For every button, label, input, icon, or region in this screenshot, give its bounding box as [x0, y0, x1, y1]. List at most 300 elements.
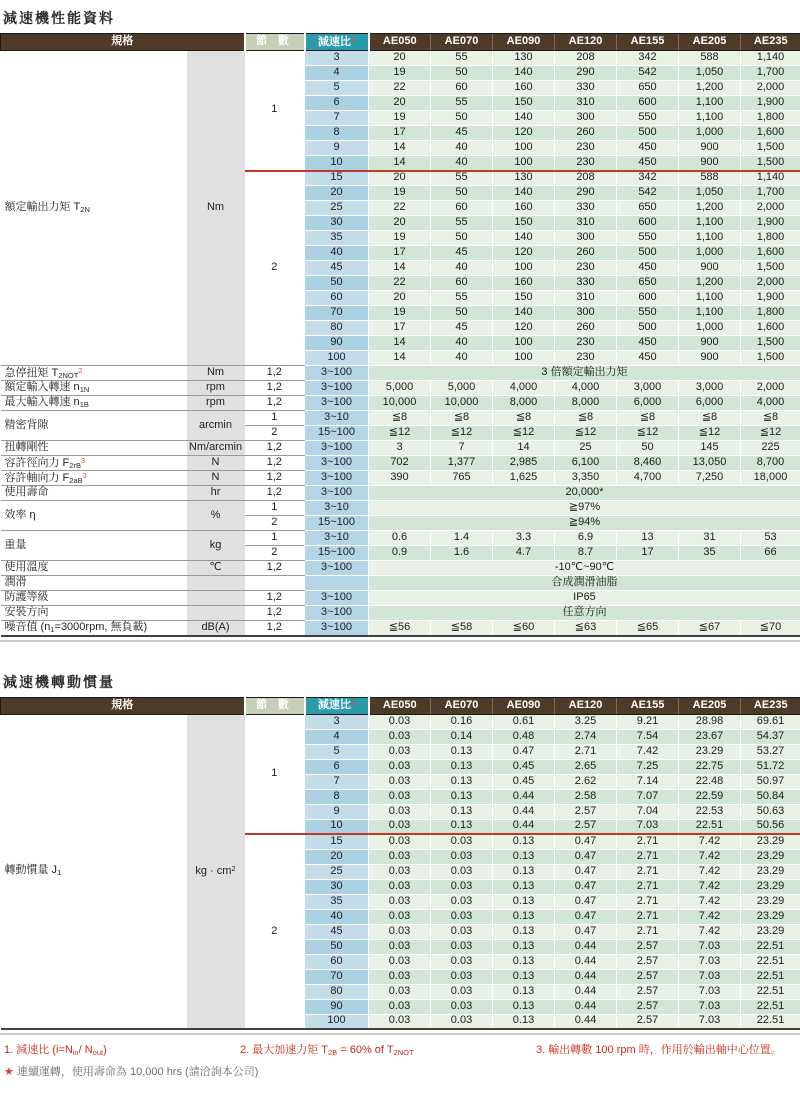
table-row [1, 561, 800, 576]
value-cell: 0.44 [555, 999, 617, 1014]
value-cell: 7.14 [617, 774, 679, 789]
value-cell: 120 [493, 321, 555, 336]
value-cell: 23.29 [741, 894, 800, 909]
ratio-cell: 3~100 [305, 591, 369, 606]
value-cell: 1,800 [741, 306, 800, 321]
value-cell: 19 [369, 306, 431, 321]
value-cell: 7 [431, 441, 493, 456]
table-row [1, 471, 800, 486]
value-cell: 23.29 [741, 879, 800, 894]
value-cell: 140 [493, 111, 555, 126]
value-cell: 55 [431, 51, 493, 66]
ratio-cell: 3~10 [305, 501, 369, 516]
value-cell: 22.51 [679, 819, 741, 834]
unit-cell: rpm [187, 396, 245, 411]
value-cell: 2.57 [617, 984, 679, 999]
stage-cell: 1 [245, 531, 305, 546]
value-cell: 55 [431, 216, 493, 231]
footnotes [0, 1041, 800, 1079]
value-cell: 2.57 [617, 939, 679, 954]
value-cell: 0.03 [369, 729, 431, 744]
unit-cell: N [187, 471, 245, 486]
value-cell: 160 [493, 201, 555, 216]
value-cell: 1.6 [431, 546, 493, 561]
value-cell: 1,377 [431, 456, 493, 471]
value-cell: ≦8 [555, 411, 617, 426]
spec-column-header: 規格 [1, 697, 245, 714]
value-cell: 0.03 [369, 984, 431, 999]
value-cell: 450 [617, 156, 679, 171]
value-cell: 0.14 [431, 729, 493, 744]
value-cell: 40 [431, 336, 493, 351]
value-cell: 150 [493, 291, 555, 306]
value-cell: 4,000 [493, 381, 555, 396]
stage-cell: 1,2 [245, 441, 305, 456]
value-cell: 310 [555, 216, 617, 231]
value-cell: 45 [431, 126, 493, 141]
value-cell: 53 [741, 531, 800, 546]
value-cell: 550 [617, 231, 679, 246]
value-cell: 0.03 [369, 999, 431, 1014]
value-cell: 13 [617, 531, 679, 546]
value-cell: 6,100 [555, 456, 617, 471]
value-cell: 140 [493, 306, 555, 321]
ratio-cell: 15 [305, 171, 369, 186]
value-cell: ≦8 [493, 411, 555, 426]
value-cell: 7.42 [679, 834, 741, 849]
value-cell: 1,500 [741, 351, 800, 366]
value-cell: 1,140 [741, 51, 800, 66]
value-cell: 900 [679, 156, 741, 171]
table-row [1, 381, 800, 396]
value-cell: 100 [493, 156, 555, 171]
value-cell: 45 [431, 321, 493, 336]
value-cell: 13,050 [679, 456, 741, 471]
value-cell: 0.13 [493, 894, 555, 909]
value-cell: 54.37 [741, 729, 800, 744]
value-cell: 0.03 [431, 939, 493, 954]
value-cell: 0.13 [493, 939, 555, 954]
value-cell: 7.03 [679, 954, 741, 969]
value-cell: 55 [431, 96, 493, 111]
table-row [1, 51, 800, 66]
value-cell: 550 [617, 306, 679, 321]
value-cell: 8,460 [617, 456, 679, 471]
value-cell: 1,500 [741, 336, 800, 351]
value-cell: ≦63 [555, 621, 617, 636]
value-cell: 0.03 [431, 834, 493, 849]
ratio-cell: 3~100 [305, 396, 369, 411]
table-row [1, 531, 800, 546]
value-cell: 0.13 [493, 879, 555, 894]
value-cell: 8,000 [493, 396, 555, 411]
ratio-cell: 80 [305, 321, 369, 336]
value-cell: 450 [617, 261, 679, 276]
value-cell: 310 [555, 291, 617, 306]
value-cell: 7.03 [679, 1014, 741, 1029]
value-cell: 0.44 [555, 1014, 617, 1029]
value-cell: 22 [369, 201, 431, 216]
value-cell: 1,600 [741, 321, 800, 336]
spec-label: 安裝方向 [1, 606, 187, 621]
value-cell: 2,000 [741, 201, 800, 216]
stage-cell: 1,2 [245, 396, 305, 411]
spec-label: 容許軸向力 $F_{2aB}^3$ [1, 471, 187, 486]
ratio-cell: 15~100 [305, 516, 369, 531]
ratio-cell: 20 [305, 849, 369, 864]
spec-label: 精密背隙 [1, 411, 187, 441]
value-cell: 17 [369, 321, 431, 336]
value-cell: 500 [617, 321, 679, 336]
value-cell: 7.54 [617, 729, 679, 744]
table-row [1, 576, 800, 591]
value-cell: 2.71 [617, 834, 679, 849]
value-cell: 1,900 [741, 291, 800, 306]
value-cell: 7.25 [617, 759, 679, 774]
value-cell: 230 [555, 261, 617, 276]
value-cell: 1,000 [679, 246, 741, 261]
value-cell: 2.71 [617, 849, 679, 864]
value-cell: 150 [493, 96, 555, 111]
value-cell: 1,600 [741, 126, 800, 141]
value-cell: ≦8 [431, 411, 493, 426]
value-cell: 7.42 [679, 879, 741, 894]
value-cell: 14 [493, 441, 555, 456]
spec-label: 額定輸入轉速 $n_{1N}$ [1, 381, 187, 396]
performance-table [0, 33, 800, 637]
ratio-cell: 7 [305, 111, 369, 126]
value-cell: 0.13 [493, 1014, 555, 1029]
model-header: AE235 [741, 697, 800, 714]
value-cell: 0.03 [431, 1014, 493, 1029]
value-cell: 0.47 [555, 924, 617, 939]
table-row [1, 456, 800, 471]
value-cell: ≦8 [679, 411, 741, 426]
value-cell: 0.44 [555, 954, 617, 969]
model-header: AE155 [617, 697, 679, 714]
value-cell: 0.03 [431, 864, 493, 879]
value-cell: 1,050 [679, 66, 741, 81]
value-cell: 1,800 [741, 111, 800, 126]
spec-label: 噪音值 ($n_1=3000rpm$, 無負載) [1, 621, 187, 636]
value-cell: 0.47 [555, 909, 617, 924]
spec-label: 最大輸入轉速 $n_{1B}$ [1, 396, 187, 411]
value-cell: 300 [555, 111, 617, 126]
unit-cell: Nm/arcmin [187, 441, 245, 456]
value-cell: 2,985 [493, 456, 555, 471]
value-cell: 14 [369, 351, 431, 366]
value-cell: 40 [431, 156, 493, 171]
value-cell: 50.56 [741, 819, 800, 834]
value-cell: 35 [679, 546, 741, 561]
ratio-cell: 3 [305, 714, 369, 729]
spec-label: 潤滑 [1, 576, 187, 591]
value-cell: 0.03 [369, 849, 431, 864]
value-cell: 1,625 [493, 471, 555, 486]
value-cell: 7.42 [679, 894, 741, 909]
value-cell: 14 [369, 261, 431, 276]
merged-value-cell: IP65 [369, 591, 800, 606]
table-row [1, 714, 800, 729]
value-cell: 0.16 [431, 714, 493, 729]
value-cell: 17 [369, 246, 431, 261]
value-cell: 50 [431, 111, 493, 126]
value-cell: 7.03 [679, 984, 741, 999]
value-cell: 22 [369, 276, 431, 291]
ratio-cell: 40 [305, 246, 369, 261]
value-cell: 0.13 [493, 954, 555, 969]
performance-table-header [1, 34, 800, 51]
spec-label: 使用溫度 [1, 561, 187, 576]
ratio-cell: 10 [305, 156, 369, 171]
value-cell: 2.58 [555, 789, 617, 804]
ratio-cell [305, 576, 369, 591]
ratio-cell: 3~100 [305, 621, 369, 636]
value-cell: 0.03 [431, 849, 493, 864]
value-cell: 208 [555, 51, 617, 66]
merged-value-cell: 20,000* [369, 486, 800, 501]
stage-cell: 2 [245, 171, 305, 366]
star-icon: ★ [4, 1066, 14, 1078]
value-cell: 7.42 [679, 924, 741, 939]
stage-cell: 1 [245, 411, 305, 426]
table-row [1, 366, 800, 381]
value-cell: 19 [369, 66, 431, 81]
unit-cell [187, 606, 245, 621]
value-cell: 55 [431, 171, 493, 186]
value-cell: 650 [617, 276, 679, 291]
ratio-cell: 3~100 [305, 606, 369, 621]
stage-cell: 2 [245, 834, 305, 1029]
value-cell: 2.65 [555, 759, 617, 774]
table-row [1, 606, 800, 621]
value-cell: 0.48 [493, 729, 555, 744]
value-cell: 0.03 [369, 1014, 431, 1029]
value-cell: 20 [369, 291, 431, 306]
value-cell: 2.57 [617, 969, 679, 984]
value-cell: 500 [617, 246, 679, 261]
value-cell: 0.03 [369, 894, 431, 909]
value-cell: 7.03 [679, 969, 741, 984]
value-cell: 51.72 [741, 759, 800, 774]
value-cell: 22 [369, 81, 431, 96]
value-cell: 0.44 [555, 984, 617, 999]
ratio-cell: 3~100 [305, 366, 369, 381]
value-cell: 0.13 [493, 834, 555, 849]
value-cell: 69.61 [741, 714, 800, 729]
value-cell: 1,200 [679, 201, 741, 216]
value-cell: 0.13 [493, 969, 555, 984]
spec-label: 防護等級 [1, 591, 187, 606]
value-cell: 0.44 [493, 789, 555, 804]
value-cell: 14 [369, 336, 431, 351]
ratio-cell: 80 [305, 984, 369, 999]
value-cell: 310 [555, 96, 617, 111]
value-cell: 1,700 [741, 186, 800, 201]
stage-cell: 2 [245, 546, 305, 561]
ratio-cell: 50 [305, 939, 369, 954]
ratio-cell: 6 [305, 759, 369, 774]
table-row [1, 441, 800, 456]
ratio-cell: 90 [305, 999, 369, 1014]
ratio-column-header: 減速比$^1$ [305, 697, 369, 714]
value-cell: 9.21 [617, 714, 679, 729]
unit-cell: Nm [187, 51, 245, 366]
value-cell: 230 [555, 336, 617, 351]
value-cell: 20 [369, 216, 431, 231]
unit-cell: hr [187, 486, 245, 501]
value-cell: 140 [493, 66, 555, 81]
ratio-cell: 3~100 [305, 441, 369, 456]
value-cell: 10,000 [431, 396, 493, 411]
spec-label: 容許徑向力 $F_{2rB}^3$ [1, 456, 187, 471]
value-cell: 7.42 [679, 864, 741, 879]
value-cell: 2.57 [617, 999, 679, 1014]
value-cell: 22.51 [741, 939, 800, 954]
model-header: AE070 [431, 697, 493, 714]
value-cell: ≦56 [369, 621, 431, 636]
model-header: AE155 [617, 34, 679, 51]
value-cell: 0.13 [431, 774, 493, 789]
value-cell: 230 [555, 351, 617, 366]
inertia-table-title: 減速機轉動慣量 [3, 673, 115, 690]
value-cell: 22.51 [741, 999, 800, 1014]
value-cell: 60 [431, 81, 493, 96]
value-cell: 3,000 [679, 381, 741, 396]
value-cell: 0.03 [369, 939, 431, 954]
inertia-table-body [1, 714, 800, 1029]
value-cell: 5,000 [431, 381, 493, 396]
value-cell: 3.3 [493, 531, 555, 546]
unit-cell: kg · $cm^2$ [187, 714, 245, 1029]
model-header: AE090 [493, 34, 555, 51]
value-cell: 500 [617, 126, 679, 141]
spec-label: 使用壽命 [1, 486, 187, 501]
table-row [1, 411, 800, 426]
value-cell: ≦12 [679, 426, 741, 441]
value-cell: 0.03 [369, 774, 431, 789]
unit-cell: N [187, 456, 245, 471]
value-cell: 765 [431, 471, 493, 486]
ratio-cell: 3~100 [305, 381, 369, 396]
value-cell: ≦8 [741, 411, 800, 426]
value-cell: 2.57 [555, 804, 617, 819]
value-cell: 650 [617, 201, 679, 216]
value-cell: ≦12 [741, 426, 800, 441]
ratio-cell: 60 [305, 291, 369, 306]
value-cell: 23.29 [741, 864, 800, 879]
merged-value-cell: ≧94% [369, 516, 800, 531]
value-cell: 1,000 [679, 126, 741, 141]
value-cell: 0.03 [431, 984, 493, 999]
value-cell: 0.03 [431, 879, 493, 894]
value-cell: 0.45 [493, 759, 555, 774]
stage-cell: 2 [245, 516, 305, 531]
value-cell: 588 [679, 51, 741, 66]
value-cell: 50.84 [741, 789, 800, 804]
ratio-cell: 25 [305, 864, 369, 879]
value-cell: 0.44 [555, 969, 617, 984]
value-cell: 1,600 [741, 246, 800, 261]
ratio-cell: 3~100 [305, 456, 369, 471]
ratio-cell: 10 [305, 819, 369, 834]
value-cell: 45 [431, 246, 493, 261]
value-cell: 100 [493, 351, 555, 366]
value-cell: 2.74 [555, 729, 617, 744]
ratio-cell: 25 [305, 201, 369, 216]
unit-cell: arcmin [187, 411, 245, 441]
value-cell: 0.03 [369, 744, 431, 759]
value-cell: 22.59 [679, 789, 741, 804]
value-cell: 55 [431, 291, 493, 306]
value-cell: 23.29 [741, 849, 800, 864]
value-cell: 600 [617, 216, 679, 231]
spec-column-header: 規格 [1, 34, 245, 51]
value-cell: 900 [679, 141, 741, 156]
value-cell: 22.51 [741, 954, 800, 969]
value-cell: 0.44 [555, 939, 617, 954]
model-header: AE050 [369, 697, 431, 714]
value-cell: 19 [369, 231, 431, 246]
value-cell: 542 [617, 186, 679, 201]
value-cell: 450 [617, 336, 679, 351]
footnote-star [4, 1063, 800, 1079]
model-header: AE090 [493, 697, 555, 714]
value-cell: 290 [555, 66, 617, 81]
unit-cell: dB(A) [187, 621, 245, 636]
footnote-1: 1. 減速比 ($i=N_{in}/$ $N_{out}$) [4, 1044, 107, 1057]
merged-value-cell: 合成潤滑油脂 [369, 576, 800, 591]
value-cell: 8,700 [741, 456, 800, 471]
table-row [1, 621, 800, 636]
ratio-column-header: 減速比$^1$ [305, 34, 369, 51]
value-cell: 1,050 [679, 186, 741, 201]
value-cell: 6,000 [617, 396, 679, 411]
value-cell: 1,100 [679, 111, 741, 126]
value-cell: 300 [555, 306, 617, 321]
value-cell: 0.44 [493, 819, 555, 834]
value-cell: 19 [369, 186, 431, 201]
value-cell: 145 [679, 441, 741, 456]
spec-label: 效率 η [1, 501, 187, 531]
value-cell: 7.42 [679, 849, 741, 864]
value-cell: 2.57 [555, 819, 617, 834]
value-cell: 160 [493, 276, 555, 291]
value-cell: ≦60 [493, 621, 555, 636]
value-cell: 2,000 [741, 276, 800, 291]
value-cell: 550 [617, 111, 679, 126]
value-cell: 0.47 [493, 744, 555, 759]
unit-cell: ℃ [187, 561, 245, 576]
spec-label: 額定輸出力矩 $T_{2N}$ [1, 51, 187, 366]
value-cell: 2,000 [741, 381, 800, 396]
value-cell: 0.13 [493, 999, 555, 1014]
value-cell: 0.03 [369, 924, 431, 939]
value-cell: 1,500 [741, 156, 800, 171]
table-bottom-rule [0, 1033, 800, 1035]
model-header: AE120 [555, 697, 617, 714]
value-cell: 4,000 [555, 381, 617, 396]
value-cell: 140 [493, 186, 555, 201]
value-cell: 2,000 [741, 81, 800, 96]
model-header: AE070 [431, 34, 493, 51]
ratio-cell: 3~10 [305, 411, 369, 426]
value-cell: 900 [679, 261, 741, 276]
value-cell: 900 [679, 351, 741, 366]
inertia-table-header [1, 697, 800, 714]
value-cell: 0.03 [431, 969, 493, 984]
value-cell: 1,100 [679, 291, 741, 306]
